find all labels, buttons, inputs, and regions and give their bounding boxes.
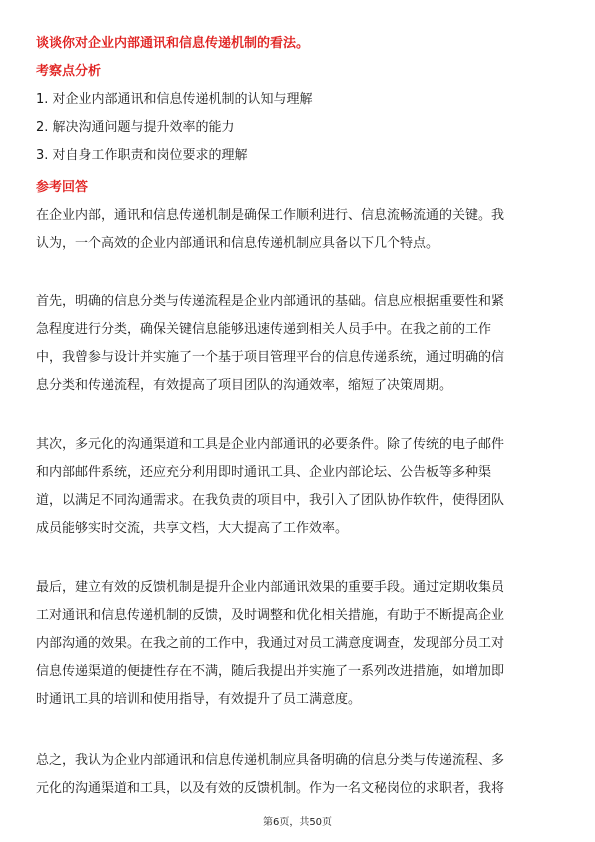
paragraph-line: 和内部邮件系统，还应充分利用即时通讯工具、企业内部论坛、公告板等多种渠	[36, 465, 492, 480]
paragraph-line: 中，我曾参与设计并实施了一个基于项目管理平台的信息传递系统，通过明确的信	[36, 350, 505, 365]
analysis-point: 1. 对企业内部通讯和信息传递机制的认知与理解	[36, 92, 313, 107]
paragraph-line: 在企业内部，通讯和信息传递机制是确保工作顺利进行、信息流畅流通的关键。我	[36, 208, 505, 223]
paragraph-line: 认为，一个高效的企业内部通讯和信息传递机制应具备以下几个特点。	[36, 236, 440, 251]
paragraph-line: 总之，我认为企业内部通讯和信息传递机制应具备明确的信息分类与传递流程、多	[36, 753, 505, 768]
paragraph-line: 息分类和传递流程，有效提高了项目团队的沟通效率，缩短了决策周期。	[36, 378, 453, 393]
paragraph-line: 最后，建立有效的反馈机制是提升企业内部通讯效果的重要手段。通过定期收集员	[36, 580, 505, 595]
paragraph-line: 工对通讯和信息传递机制的反馈，及时调整和优化相关措施，有助于不断提高企业	[36, 608, 505, 623]
paragraph-line: 成员能够实时交流，共享文档，大大提高了工作效率。	[36, 521, 349, 536]
paragraph-line: 首先，明确的信息分类与传递流程是企业内部通讯的基础。信息应根据重要性和紧	[36, 294, 505, 309]
paragraph-line: 其次，多元化的沟通渠道和工具是企业内部通讯的必要条件。除了传统的电子邮件	[36, 437, 505, 452]
answer-paragraph-first	[36, 288, 559, 400]
paragraph-line: 急程度进行分类，确保关键信息能够迅速传递到相关人员手中。在我之前的工作	[36, 322, 492, 337]
analysis-point: 2. 解决沟通问题与提升效率的能力	[36, 120, 235, 135]
question-title: 谈谈你对企业内部通讯和信息传递机制的看法。	[36, 36, 310, 51]
paragraph-line: 时通讯工具的培训和使用指导，有效提升了员工满意度。	[36, 692, 362, 707]
answer-heading: 参考回答	[36, 180, 89, 195]
answer-paragraph-intro	[36, 202, 559, 258]
analysis-point: 3. 对自身工作职责和岗位要求的理解	[36, 148, 248, 163]
paragraph-line: 内部沟通的效果。在我之前的工作中，我通过对员工满意度调查，发现部分员工对	[36, 636, 505, 651]
page-number: 第6页，共50页	[262, 817, 333, 828]
answer-paragraph-second	[36, 431, 559, 543]
answer-paragraph-conclusion	[36, 747, 559, 803]
paragraph-line: 元化的沟通渠道和工具，以及有效的反馈机制。作为一名文秘岗位的求职者，我将	[36, 781, 505, 796]
paragraph-line: 道，以满足不同沟通需求。在我负责的项目中，我引入了团队协作软件，使得团队	[36, 493, 505, 508]
answer-paragraph-third	[36, 574, 559, 714]
paragraph-line: 信息传递渠道的便捷性存在不满，随后我提出并实施了一系列改进措施，如增加即	[36, 664, 505, 679]
analysis-heading: 考察点分析	[36, 64, 102, 79]
